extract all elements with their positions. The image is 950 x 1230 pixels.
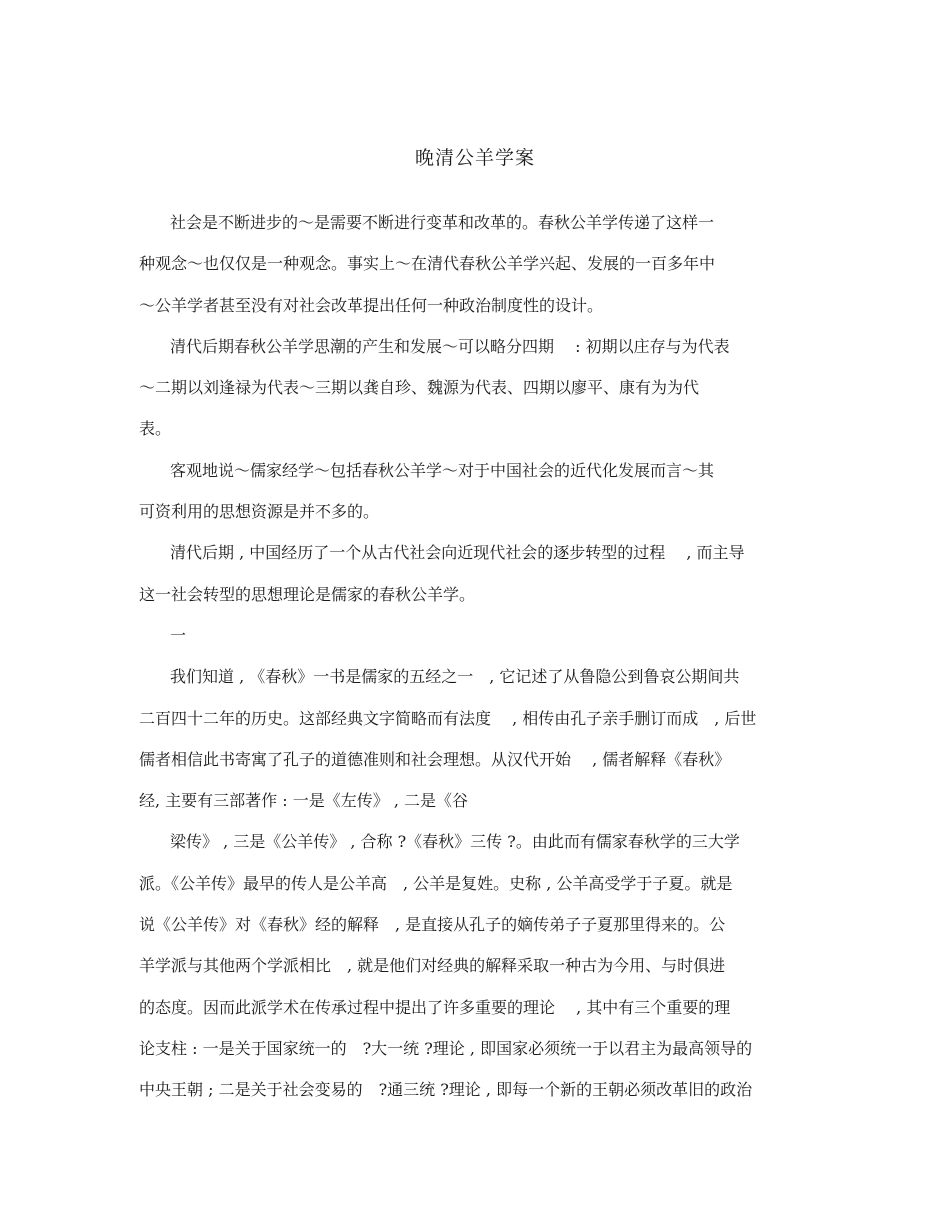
- text-line: 清代后期春秋公羊学思潮的产生和发展～可以略分四期 : 初期以庄存与为代表: [170, 336, 730, 356]
- text-line: 社会是不断进步的～是需要不断进行变革和改革的。春秋公羊学传递了这样一: [170, 213, 715, 232]
- text-line: 羊学派与其他两个学派相比 , 就是他们对经典的解释采取一种古为今用、与时俱进: [139, 956, 726, 976]
- text-line: 二百四十二年的历史。这部经典文字简略而有法度 , 相传由孔子亲手删订而成 , 后世: [139, 708, 757, 728]
- text-line: 可资利用的思想资源是并不多的。: [139, 502, 380, 522]
- text-line: 这一社会转型的思想理论是儒家的春秋公羊学。: [139, 584, 476, 604]
- text-line: 的态度。因而此派学术在传承过程中提出了许多重要的理论 , 其中有三个重要的理: [139, 997, 731, 1017]
- text-line: 清代后期 , 中国经历了一个从古代社会向近现代社会的逐步转型的过程 , 而主导: [170, 543, 745, 563]
- text-line: 表。: [139, 419, 172, 439]
- text-line: 客观地说～儒家经学～包括春秋公羊学～对于中国社会的近代化发展而言～其: [170, 460, 715, 480]
- text-line: 儒者相信此书寄寓了孔子的道德准则和社会理想。从汉代开始 , 儒者解释《春秋》: [139, 749, 731, 769]
- text-line: 我们知道 , 《春秋》一书是儒家的五经之一 , 它记述了从鲁隐公到鲁哀公期间共: [170, 667, 740, 687]
- text-line: 说《公羊传》对《春秋》经的解释 , 是直接从孔子的嫡传弟子子夏那里得来的。公: [139, 915, 726, 935]
- text-line: 梁传》 , 三是《公羊传》 , 合称 ?《春秋》三传 ?。由此而有儒家春秋学的三大学: [170, 832, 740, 852]
- text-line: 派。《公羊传》最早的传人是公羊高 , 公羊是复姓。史称 , 公羊高受学于子夏。就是: [139, 873, 733, 893]
- text-line: 经, 主要有三部著作 : 一是《左传》 , 二是《谷: [139, 791, 468, 811]
- text-line: 种观念～也仅仅是一种观念。事实上～在清代春秋公羊学兴起、发展的一百多年中: [139, 254, 716, 274]
- text-line: ～公羊学者甚至没有对社会改革提出任何一种政治制度性的设计。: [139, 295, 604, 315]
- text-line: 一: [170, 625, 187, 645]
- document-body: [139, 202, 819, 1111]
- text-line: ～二期以刘逢禄为代表～三期以龚自珍、魏源为代表、四期以廖平、康有为为代: [139, 378, 700, 398]
- text-line: 论支柱 : 一是关于国家统一的 ?大一统 ?理论 , 即国家必须统一于以君主为最高领导的: [139, 1038, 753, 1058]
- text-line: 中央王朝 ; 二是关于社会变易的 ?通三统 ?理论 , 即每一个新的王朝必须改革旧的政治: [139, 1080, 753, 1100]
- document-title: 晚清公羊学案: [414, 147, 535, 169]
